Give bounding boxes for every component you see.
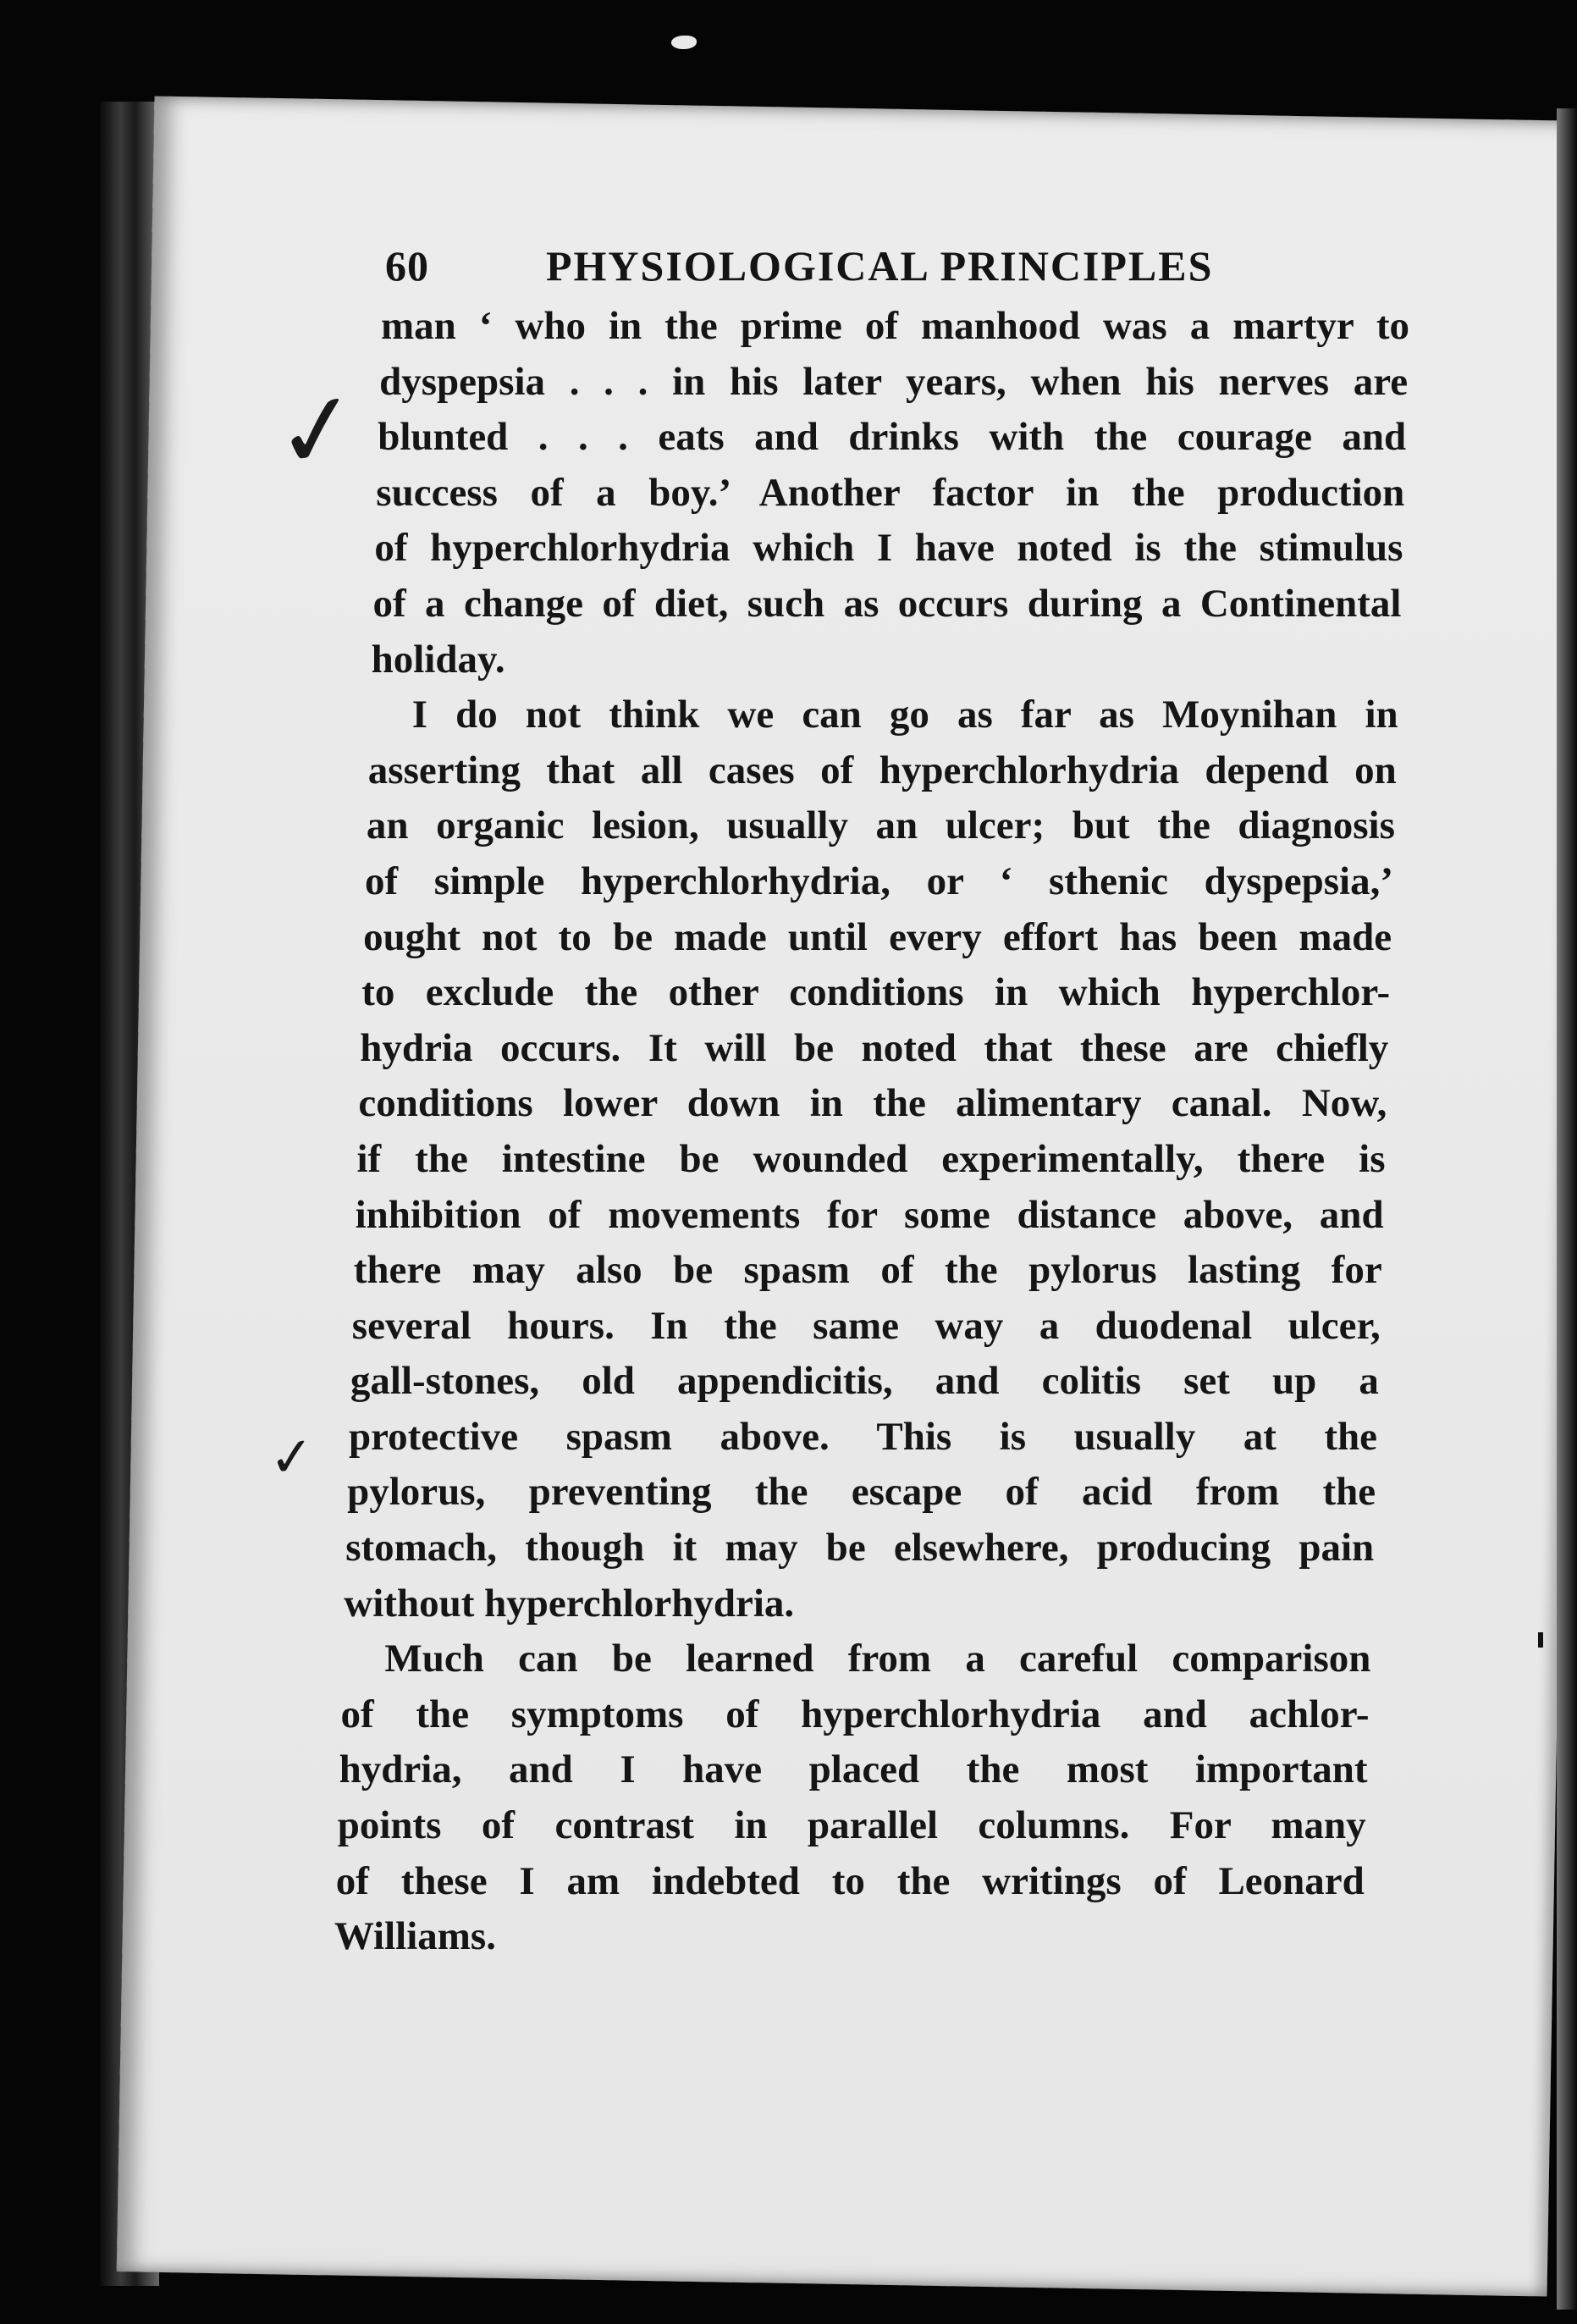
body-text (220, 299, 1409, 1965)
text-line: there may also be spasm of the pylorus lasting for (353, 1248, 1382, 1293)
page-number: 60 (385, 242, 429, 290)
text-line: Much can be learned from a careful comparison (384, 1637, 1371, 1681)
text-line: pylorus, preventing the escape of acid from the (347, 1470, 1376, 1515)
text-line: Williams. (334, 1914, 496, 1959)
running-title: PHYSIOLOGICAL PRINCIPLES (546, 242, 1214, 290)
text-line: blunted . . . eats and drinks with the courage and (378, 415, 1407, 460)
text-line: man ‘ who in the prime of manhood was a martyr to (381, 304, 1409, 348)
text-line: an organic lesion, usually an ulcer; but the diagnosis (366, 803, 1395, 848)
scan-speck (1538, 1632, 1543, 1648)
text-line: gall-stones, old appendicitis, and colitis set up a (350, 1359, 1379, 1404)
paragraph (220, 687, 1405, 1631)
text-line: asserting that all cases of hyperchlorhydria depend on (367, 748, 1397, 792)
text-line: without hyperchlorhydria. (344, 1581, 795, 1626)
text-line: if the intestine be wounded experimentally, there is (356, 1136, 1386, 1181)
scan-artifact (671, 36, 697, 49)
text-line: points of contrast in parallel columns. For many (337, 1803, 1366, 1848)
text-line: conditions lower down in the alimentary canal. Now, (358, 1081, 1387, 1126)
text-line: success of a boy.’ Another factor in the production (376, 470, 1405, 515)
text-line: ought not to be made until every effort has been made (363, 914, 1392, 959)
page-right-edge (1557, 108, 1577, 2310)
text-line: I do not think we can go as far as Moynihan in (411, 693, 1398, 737)
text-line: protective spasm above. This is usually at the (349, 1414, 1377, 1459)
text-line: inhibition of movements for some distance above, and (355, 1192, 1384, 1237)
text-line: holiday. (371, 637, 505, 682)
text-line: hydria, and I have placed the most important (339, 1747, 1368, 1792)
text-line: several hours. In the same way a duodenal ulcer, (351, 1303, 1381, 1348)
text-line: hydria occurs. It will be noted that these are chiefly (360, 1025, 1389, 1070)
text-line: of the symptoms of hyperchlorhydria and achlor- (340, 1692, 1370, 1736)
text-line: dyspepsia . . . in his later years, when his nerves are (379, 359, 1409, 404)
text-line: to exclude the other conditions in which hyperchlor- (361, 970, 1391, 1015)
handwritten-check-icon: ✓ (267, 367, 368, 496)
text-line: of hyperchlorhydria which I have noted is the stimulus (374, 526, 1403, 571)
paragraph (220, 1631, 1405, 1965)
text-line: of a change of diet, such as occurs during a Continental (372, 581, 1402, 626)
running-header (385, 241, 1405, 290)
page-content (220, 241, 1409, 1965)
handwritten-check-icon: ✓ (267, 1425, 317, 1491)
text-line: of simple hyperchlorhydria, or ‘ sthenic dyspepsia,’ (365, 858, 1393, 903)
text-line: of these I am indebted to the writings of Leonard (335, 1858, 1365, 1903)
text-line: stomach, though it may be elsewhere, producing pain (345, 1526, 1375, 1570)
paragraph (220, 299, 1409, 687)
